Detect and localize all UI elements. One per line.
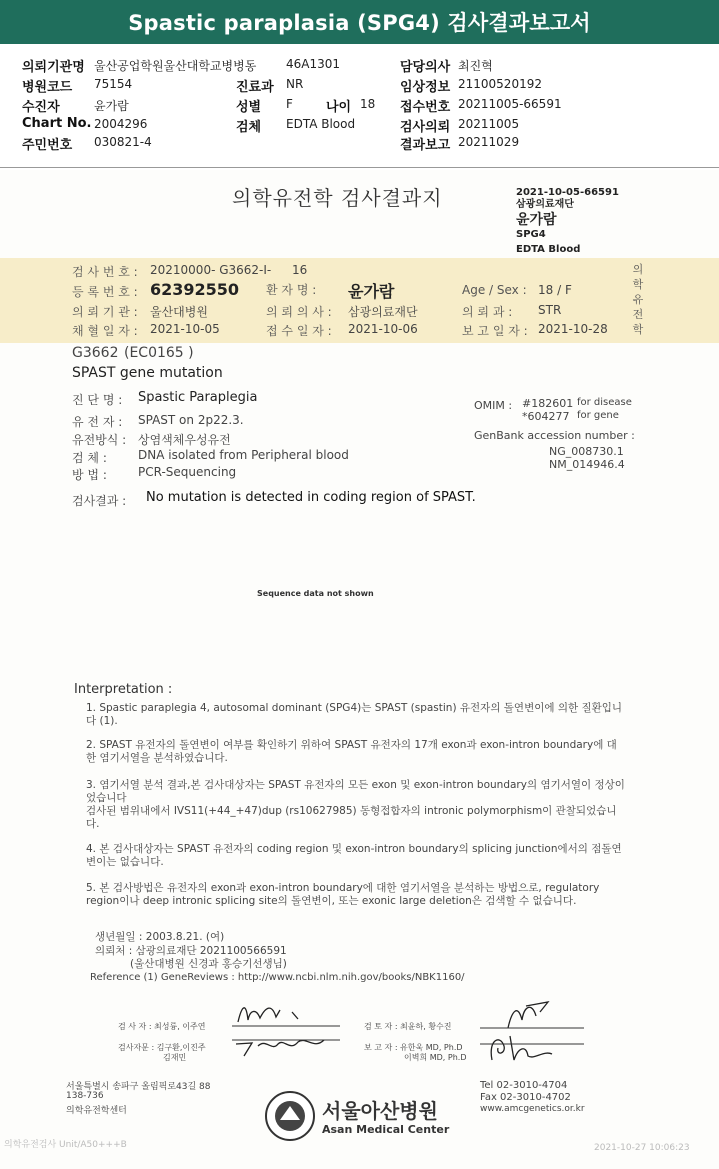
sex-value: F [286, 97, 293, 111]
requester-sub: (울산대병원 신경과 홍승기선생님) [130, 958, 287, 970]
sticker-test: SPG4 [516, 229, 546, 240]
website: www.amcgenetics.or.kr [480, 1104, 585, 1114]
band-patient-value: 윤가람 [348, 282, 395, 301]
omim-disease-note: for disease [577, 397, 632, 408]
interp-item: 4. 본 검사대상자는 SPAST 유전자의 coding region 및 exon-intron boundary의 splicing junction에서의 점돌연변이는 없습니다. [86, 843, 622, 868]
chart-label: Chart No. [22, 116, 92, 131]
inherit-value: 상염색체우성유전 [138, 433, 231, 447]
report-heading: 의학유전학 검사결과지 [232, 186, 443, 210]
sticker-specimen: EDTA Blood [516, 244, 581, 255]
address-2: 138-736 [66, 1091, 104, 1101]
band-receipt-value: 2021-10-06 [348, 322, 418, 336]
dx-value: Spastic Paraplegia [138, 390, 258, 405]
band-report-value: 2021-10-28 [538, 322, 608, 336]
requester: 의뢰처 : 삼광의료재단 2021100566591 [95, 945, 287, 957]
sequence-note: Sequence data not shown [257, 589, 374, 598]
patient-label: 수진자 [22, 100, 60, 115]
band-agesex-value: 18 / F [538, 283, 572, 297]
sticker-receipt: 2021-10-05-66591 [516, 187, 619, 198]
sex-label: 성별 [236, 100, 262, 115]
clinical-value: 21100520192 [458, 77, 542, 91]
dept-value: NR [286, 77, 304, 91]
inst-label: 의뢰기관명 [22, 60, 85, 75]
interp-item: 3. 염기서열 분석 결과,본 검사대상자는 SPAST 유전자의 모든 exon 및 exon-intron boundary의 염기서열이 정상이었습니다 [86, 779, 625, 804]
interpretation-heading: Interpretation : [74, 682, 173, 697]
vertical-char: 학 [632, 323, 644, 336]
test-code: G3662 [72, 345, 119, 361]
hosp-code-value: 75154 [94, 77, 133, 91]
hospital-name-ko: 서울아산병원 [322, 1099, 438, 1123]
reporter-signature [478, 1030, 588, 1066]
result-label: 검사결과 : [72, 494, 127, 508]
band-dept-label: 의 뢰 과 : [462, 305, 513, 319]
patient-info-band [0, 258, 719, 343]
sample-label-sticker [516, 187, 619, 256]
id-value: 030821-4 [94, 135, 152, 149]
report-title: Spastic paraplasia (SPG4) 검사결과보고서 [128, 11, 591, 35]
band-patient-label: 환 자 명 : [266, 283, 317, 297]
sticker-lab: 삼광의료재단 [516, 199, 574, 210]
sticker-name: 윤가람 [516, 212, 557, 228]
band-dept-value: STR [538, 303, 562, 317]
reporter-label: 보 고 자 : 유한욱 MD, Ph.D [364, 1043, 463, 1052]
specimen-label: 검체 [236, 120, 262, 135]
address-3: 의학유전학센터 [66, 1106, 127, 1116]
clinical-label: 임상정보 [400, 80, 451, 95]
genbank-2: NM_014946.4 [549, 458, 625, 471]
genbank-label: GenBank accession number : [474, 429, 635, 442]
gene-label: 유 전 자 : [72, 415, 123, 429]
band-doctor-label: 의 뢰 의 사 : [266, 305, 332, 319]
vertical-char: 학 [632, 278, 644, 291]
checker-signature [478, 1000, 588, 1032]
interp-item: 검사된 범위내에서 IVS11(+44_+47)dup (rs10627985) 동형접합자의 intronic polymorphism이 관찰되었습니다. [86, 805, 617, 830]
band-test-no-value: 20210000- G3662-I- [150, 263, 272, 277]
band-test-no-suffix: 16 [292, 263, 308, 277]
band-report-label: 보 고 일 자 : [462, 324, 528, 338]
result-date-value: 20211029 [458, 135, 520, 149]
band-inst-value: 울산대병원 [150, 305, 208, 319]
band-collect-label: 채 혈 일 자 : [72, 324, 138, 338]
receipt-label: 접수번호 [400, 100, 451, 115]
birth-date: 생년월일 : 2003.8.21. (여) [95, 931, 225, 943]
tel: Tel 02-3010-4704 [480, 1080, 568, 1091]
band-test-no-label: 검 사 번 호 : [72, 265, 138, 279]
method-label: 방 법 : [72, 468, 107, 482]
interp-item: 5. 본 검사방법은 유전자의 exon과 exon-intron boundary에 대한 염기서열을 분석하는 방법으로, regulatory region이나 deep intronic splicing site의 돌연변이, 또는 exonic large deletion은 검색할 수 없습니다. [86, 882, 600, 907]
reporter-2: 이벽희 MD, Ph.D [404, 1053, 467, 1062]
doctor-label: 담당의사 [400, 60, 451, 75]
advisor-label: 검사자문 : 김구환,이진주 [118, 1043, 206, 1052]
req-label: 검사의뢰 [400, 120, 451, 135]
hospital-name-en: Asan Medical Center [322, 1123, 450, 1136]
specimen-value: EDTA Blood [286, 117, 356, 131]
sample-label: 검 체 : [72, 451, 107, 465]
sample-value: DNA isolated from Peripheral blood [138, 448, 349, 462]
dept-label: 진료과 [236, 80, 274, 95]
interp-item: 2. SPAST 유전자의 돌연변이 여부를 확인하기 위하여 SPAST 유전자의 17개 exon과 exon-intron boundary에 대한 염기서열을 분석하였습니다. [86, 739, 617, 764]
patient-value: 윤가람 [94, 99, 129, 113]
omim-gene-note: for gene [577, 410, 619, 421]
chart-value: 2004296 [94, 117, 148, 131]
band-collect-value: 2021-10-05 [150, 322, 220, 336]
reference: Reference (1) GeneReviews : http://www.ncbi.nlm.nih.gov/books/NBK1160/ [90, 972, 465, 983]
header-info [0, 50, 719, 168]
id-label: 주민번호 [22, 138, 73, 153]
footer-right: 2021-10-27 10:06:23 [594, 1143, 690, 1153]
dx-label: 진 단 명 : [72, 393, 123, 407]
age-value: 18 [360, 97, 376, 111]
asan-foundation-emblem [264, 1090, 316, 1142]
band-agesex-label: Age / Sex : [462, 283, 527, 297]
band-receipt-label: 접 수 일 자 : [266, 324, 332, 338]
hosp-code-label: 병원코드 [22, 80, 73, 95]
result-value: No mutation is detected in coding region of SPAST. [146, 490, 476, 505]
omim-gene: *604277 [522, 410, 570, 423]
band-doctor-value: 삼광의료재단 [348, 305, 418, 319]
footer-left: 의학유전검사 Unit/A50+++B [4, 1140, 127, 1150]
tester-label: 검 사 자 : 최성륭, 이주연 [118, 1022, 206, 1031]
vertical-dept-label [631, 262, 645, 337]
fax: Fax 02-3010-4702 [480, 1092, 571, 1103]
report-title-bar [0, 0, 719, 47]
vertical-char: 전 [632, 308, 644, 321]
tester-signature [232, 1000, 342, 1030]
doctor-value: 최진혁 [458, 59, 493, 73]
genbank-1: NG_008730.1 [549, 445, 624, 458]
advisor-2: 김재민 [163, 1053, 187, 1062]
band-reg-value: 62392550 [150, 280, 240, 299]
method-value: PCR-Sequencing [138, 465, 237, 479]
test-code-paren: (EC0165 ) [124, 345, 194, 361]
advisor-signature [232, 1032, 342, 1060]
receipt-value: 20211005-66591 [458, 97, 562, 111]
band-reg-label: 등 록 번 호 : [72, 285, 138, 299]
omim-label: OMIM : [474, 399, 513, 412]
checker-label: 검 토 자 : 최윤하, 황수진 [364, 1022, 452, 1031]
scanned-report [0, 170, 719, 1169]
result-date-label: 결과보고 [400, 138, 451, 153]
gene-value: SPAST on 2p22.3. [138, 413, 244, 427]
interp-item: 1. Spastic paraplegia 4, autosomal dominant (SPG4)는 SPAST (spastin) 유전자의 돌연변이에 의한 질환입니다 (1). [86, 702, 623, 727]
inst-code: 46A1301 [286, 57, 341, 71]
vertical-char: 유 [632, 293, 644, 306]
vertical-char: 의 [632, 263, 644, 276]
inst-value: 울산공업학원울산대학교병병동 [94, 59, 257, 73]
test-name: SPAST gene mutation [72, 365, 223, 381]
address-1: 서울특별시 송파구 올림픽로43길 88 [66, 1082, 211, 1092]
band-inst-label: 의 뢰 기 관 : [72, 305, 138, 319]
req-value: 20211005 [458, 117, 520, 131]
age-label: 나이 [326, 100, 352, 115]
omim-disease: #182601 [522, 397, 574, 410]
inherit-label: 유전방식 : [72, 433, 127, 447]
